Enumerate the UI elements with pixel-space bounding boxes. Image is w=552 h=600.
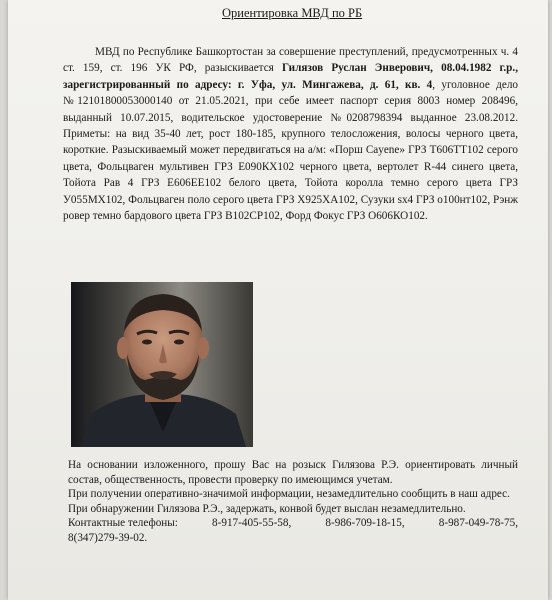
request-line-detain: При обнаружении Гилязова Р.Э., задержать, конвой будет выслан незамедлительно. [68,502,466,515]
contacts-label: Контактные телефоны: [68,517,178,529]
document-title: Ориентировка МВД по РБ [222,6,363,20]
contacts-row [68,516,518,531]
request-line-orient: На основании изложенного, прошу Вас на розыск Гилязова Р.Э. ориентировать личный состав, общественность, провести проверку по имеющимся учетам. [68,459,518,486]
description-paragraph [63,44,518,224]
portrait-photo-icon [71,282,253,447]
phone-1: 8-917-405-55-58, [212,517,292,529]
description-intro: МВД по Республике Башкортостан за совершение преступлений, предусмотренных ч. 4 ст. 159, ст. 196 УК РФ, разыскивается [63,46,518,75]
phone-2: 8-986-709-18-15, [325,517,405,529]
phone-4: 8(347)279-39-02. [68,531,148,544]
phone-3: 8-987-049-78-75, [438,517,518,529]
document-page [8,0,548,600]
suspect-details: Гилязов Руслан Энверович, 08.04.1982 г.р., зарегистрированный по адресу: г. Уфа, ул. Мингажева, д. 61, кв. 4 [63,62,518,91]
description-body: , уголовное дело №12101800053000140 от 21.05.2021, при себе имеет паспорт серия 8003 номер 208496, выданный 10.07.2015, водительское удостоверение №0208798394 выданное 23.08.2012. Приметы: на вид 35-40 лет, рост 180-185, крупного телосложения, волосы черного цвета, короткие. Разыскиваемый может передвигаться на а/м: «Порш Cayene» ГРЗ Т606ТТ102 серого цвета, Фольцваген мультивен ГРЗ Е090КХ102 черного цвета, вертолет R-44 синего цвета, Тойота Рав 4 ГРЗ Е606ЕЕ102 белого цвета, Тойота королла темно серого цвета ГРЗ У055МХ102, Фольцваген поло серого цвета ГРЗ Х925ХА102, Сузуки sx4 ГРЗ о100нт102, Рэнж ровер темно бардового цвета ГРЗ В102СР102, Форд Фокус ГРЗ О606КО102. [63,78,518,223]
suspect-photo [71,282,253,447]
request-section [68,458,518,545]
request-line-info: При получении оперативно-значимой информации, незамедлительно сообщить в наш адрес. [68,488,510,500]
